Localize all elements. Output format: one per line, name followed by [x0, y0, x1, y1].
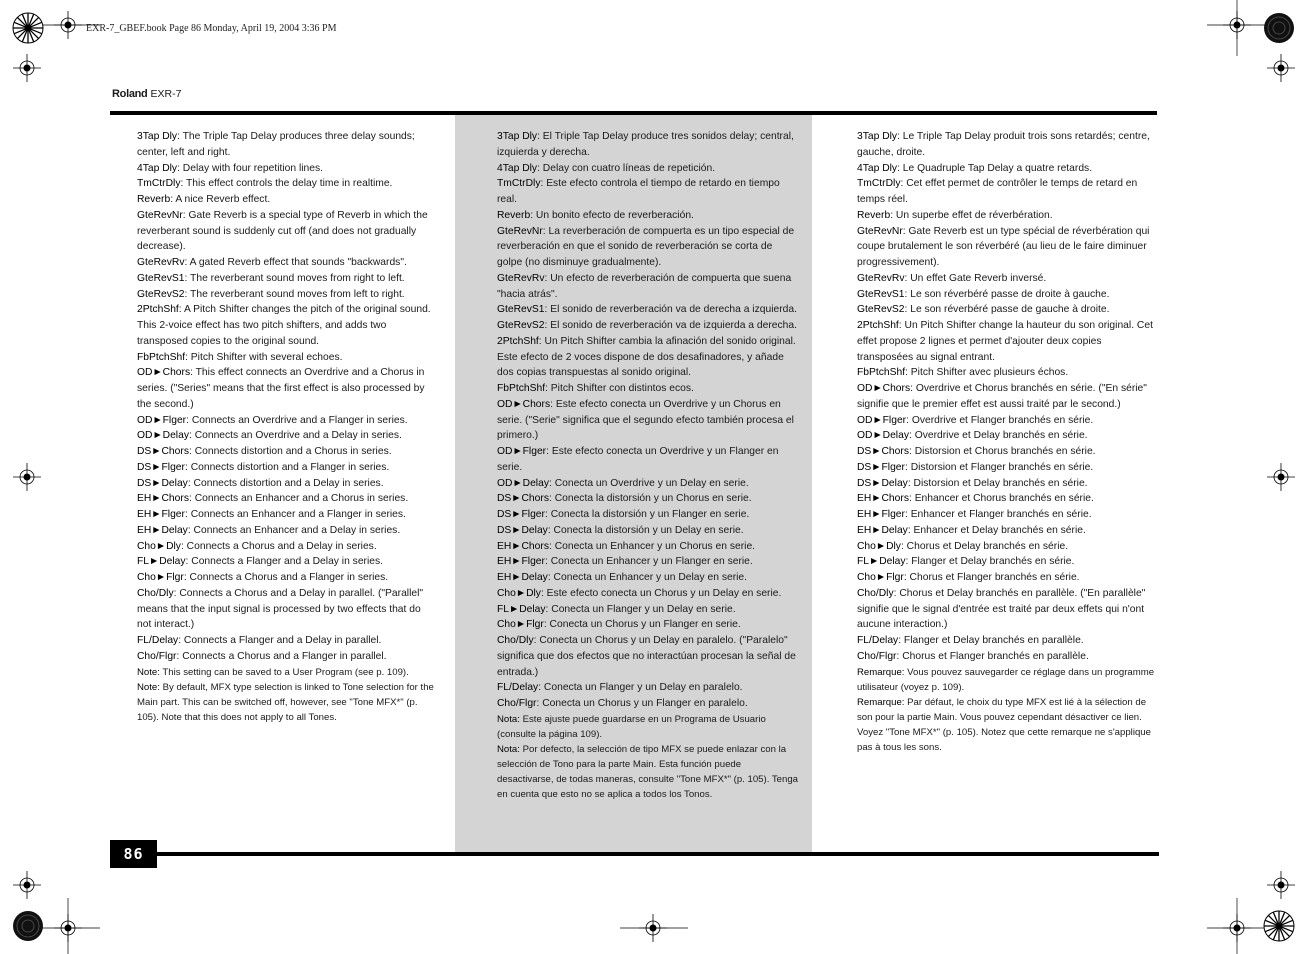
effect-name: GteRevNr: [137, 209, 183, 221]
effect-name: OD►Flger: [137, 414, 187, 426]
entry-description: : Connects a Chorus and a Flanger in series.: [183, 572, 389, 583]
entry-description: : The Triple Tap Delay produces three delay sounds; center, left and right.: [137, 131, 415, 158]
effect-name: Cho/Flgr: [497, 698, 537, 709]
effect-entry: [497, 208, 800, 224]
effect-entry: [137, 161, 437, 177]
entry-description: : Conecta la distorsión y un Delay en serie.: [547, 524, 744, 536]
entry-description: : Connects distortion and a Delay in series.: [187, 477, 384, 489]
effect-entry: [857, 539, 1159, 555]
effect-name: 3Tap Dly: [857, 131, 898, 142]
effect-entry: [497, 318, 800, 334]
note-paragraph: [137, 680, 437, 725]
entry-description: : Connects a Flanger and a Delay in series.: [185, 556, 384, 568]
effect-entry: [137, 444, 437, 460]
entry-description: : A nice Reverb effect.: [170, 194, 271, 205]
effect-name: GteRevS2: [137, 288, 185, 300]
effect-name: OD►Delay: [497, 477, 549, 489]
effect-name: 2PtchShf: [137, 304, 179, 316]
effect-entry: [857, 586, 1159, 633]
note-label: Nota:: [497, 743, 520, 755]
entry-description: : Connects an Enhancer and a Delay in series.: [187, 524, 401, 536]
effect-name: Cho/Dly: [497, 635, 534, 646]
effect-entry: [497, 334, 800, 381]
effect-entry: [857, 523, 1159, 539]
effect-name: DS►Chors: [857, 446, 909, 457]
note-label: Note:: [137, 666, 160, 678]
effect-name: Cho►Dly: [497, 587, 541, 599]
entry-description: This setting can be saved to a User Program (see p. 109).: [159, 666, 409, 678]
effect-name: Cho/Flgr: [137, 650, 177, 662]
effect-name: Cho/Dly: [857, 587, 894, 599]
effect-name: DS►Delay: [857, 477, 908, 489]
effect-entry: [137, 176, 437, 192]
effect-entry: [857, 129, 1159, 161]
effect-entry: [137, 554, 437, 570]
effect-entry: [137, 633, 437, 649]
effect-entry: [497, 602, 800, 618]
note-paragraph: [857, 665, 1159, 695]
entry-description: : Este efecto conecta un Overdrive y un Chorus en serie. ("Serie" significa que el segundo efecto también procesa el primero.): [497, 398, 794, 442]
effect-entry: [497, 271, 800, 303]
effect-entry: [857, 633, 1159, 649]
entry-description: : Chorus et Delay branchés en série.: [900, 540, 1069, 552]
effect-name: FbPtchShf: [857, 367, 906, 379]
effect-name: GteRevNr: [857, 225, 903, 237]
effect-name: GteRevRv: [137, 257, 185, 268]
effect-name: EH►Flger: [137, 509, 185, 520]
effect-entry: [857, 318, 1159, 365]
effect-entry: [497, 444, 800, 476]
entry-description: : Connects a Flanger and a Delay in parallel.: [178, 635, 382, 646]
effect-entry: [857, 381, 1159, 413]
effect-name: Reverb: [857, 209, 891, 221]
entry-description: : Le son réverbéré passe de droite à gauche.: [904, 288, 1110, 300]
model-name: EXR-7: [150, 88, 182, 100]
effect-name: 2PtchShf: [857, 320, 899, 331]
effect-name: EH►Chors: [137, 493, 189, 505]
effect-entry: [497, 491, 800, 507]
effect-name: FL►Delay: [137, 556, 186, 568]
effect-entry: [857, 365, 1159, 381]
effect-name: GteRevS2: [857, 304, 905, 316]
effect-entry: [137, 586, 437, 633]
entry-description: : Pitch Shifter con distintos ecos.: [545, 383, 694, 394]
entry-description: : Gate Reverb is a special type of Reverb in which the reverberant sound is suddenly cut off (and does not gradually decrease).: [137, 209, 428, 253]
entry-description: : Este efecto conecta un Overdrive y un Flanger en serie.: [497, 446, 779, 473]
effect-name: 4Tap Dly: [137, 162, 178, 174]
effect-entry: [497, 302, 800, 318]
effect-entry: [497, 680, 800, 696]
entry-description: : Chorus et Flanger branchés en série.: [903, 572, 1080, 583]
effect-name: DS►Delay: [137, 477, 188, 489]
effect-name: Cho►Flgr: [497, 619, 544, 631]
effect-name: GteRevS1: [137, 272, 185, 284]
entry-description: By default, MFX type selection is linked to Tone selection for the Main part. This can be switched off, however, see "Tone MFX*" (p. 105). Note that this does not apply to all Tones.: [137, 681, 434, 723]
entry-description: : Conecta un Flanger y un Delay en serie.: [545, 603, 736, 615]
effect-entry: [497, 476, 800, 492]
effect-name: Cho/Flgr: [857, 650, 897, 662]
effect-name: DS►Flger: [857, 461, 905, 473]
entry-description: : Connects an Overdrive and a Delay in series.: [188, 430, 402, 442]
effect-entry: [137, 287, 437, 303]
entry-description: : A Pitch Shifter changes the pitch of the original sound. This 2-voice effect has two pitch shifters, and adds two transposed copies to the original sound.: [137, 304, 431, 347]
running-header: [112, 88, 181, 100]
effect-entry: [137, 192, 437, 208]
effect-entry: [497, 570, 800, 586]
effect-entry: [857, 224, 1159, 271]
effect-name: 3Tap Dly: [137, 131, 178, 142]
effect-entry: [137, 507, 437, 523]
effect-entry: [137, 476, 437, 492]
effect-entry: [857, 271, 1159, 287]
entry-description: : Un effet Gate Reverb inversé.: [904, 272, 1047, 284]
entry-description: : Overdrive et Flanger branchés en série.: [906, 414, 1094, 426]
effect-entry: [137, 460, 437, 476]
entry-description: : The reverberant sound moves from left to right.: [184, 288, 405, 300]
entry-description: : Connects an Enhancer and a Chorus in series.: [188, 493, 409, 505]
effect-entry: [857, 476, 1159, 492]
entry-description: : Conecta un Overdrive y un Delay en serie.: [548, 477, 749, 489]
effect-entry: [497, 617, 800, 633]
effect-entry: [497, 381, 800, 397]
entry-description: : Enhancer et Chorus branchés en série.: [908, 493, 1094, 505]
effect-name: OD►Flger: [857, 414, 907, 426]
effect-entry: [137, 570, 437, 586]
entry-description: : La reverberación de compuerta es un tipo especial de reverberación en que el sonido de reverberación se corta de golpe (no disminuye gradualmente).: [497, 225, 795, 268]
effect-name: GteRevS1: [497, 304, 545, 316]
effect-name: Reverb: [497, 209, 531, 221]
entry-description: : Gate Reverb est un type spécial de réverbération qui coupe brutalement le son réverbéré (au lieu de le faire diminuer progressivement).: [857, 225, 1150, 268]
effect-name: EH►Chors: [857, 493, 909, 505]
effect-entry: [497, 633, 800, 680]
entry-description: : Connects an Enhancer and a Flanger in series.: [184, 509, 406, 520]
effect-name: OD►Delay: [137, 430, 189, 442]
entry-description: : Conecta un Enhancer y un Chorus en serie.: [548, 540, 756, 552]
effect-name: Cho►Flgr: [137, 572, 184, 583]
entry-description: : Connects a Chorus and a Delay in parallel. ("Parallel" means that the input signal is processed by two effects that do not interact.): [137, 587, 424, 631]
entry-description: : Cet effet permet de contrôler le temps de retard en temps réel.: [857, 178, 1138, 205]
effect-entry: [857, 287, 1159, 303]
entry-description: : Conecta un Enhancer y un Flanger en serie.: [544, 556, 753, 568]
effect-entry: [137, 649, 437, 665]
effect-name: DS►Chors: [497, 493, 549, 505]
entry-description: : Un Pitch Shifter change la hauteur du son original. Cet effet propose 2 lignes et permet d'ajouter deux copies transposées au signal entrant.: [857, 320, 1153, 363]
entry-description: : Este efecto conecta un Chorus y un Delay en serie.: [540, 587, 782, 599]
entry-description: : Distorsion et Delay branchés en série.: [907, 477, 1088, 489]
entry-description: : Le Quadruple Tap Delay a quatre retards.: [897, 162, 1093, 174]
effect-name: FL/Delay: [137, 635, 179, 646]
entry-description: : Conecta un Enhancer y un Delay en serie.: [547, 572, 748, 583]
effect-entry: [857, 413, 1159, 429]
effect-entry: [137, 365, 437, 412]
entry-description: : Distorsion et Flanger branchés en série.: [904, 461, 1094, 473]
effect-entry: [137, 208, 437, 255]
effect-entry: [857, 460, 1159, 476]
note-paragraph: [497, 742, 800, 802]
effect-entry: [497, 523, 800, 539]
entry-description: : Le son réverbéré passe de gauche à droite.: [904, 304, 1110, 316]
note-label: Nota:: [497, 713, 520, 725]
note-label: Remarque:: [857, 666, 905, 678]
effect-entry: [497, 161, 800, 177]
effect-name: FbPtchShf: [497, 383, 546, 394]
effect-name: DS►Chors: [137, 446, 189, 457]
entry-description: Par défaut, le choix du type MFX est lié à la sélection de son pour la partie Main. Vous pouvez cependant désactiver ce lien. Voyez "Tone MFX*" (p. 105). Notez que cette remarque ne s'applique pas à tous les sons.: [857, 696, 1151, 753]
entry-description: Vous pouvez sauvegarder ce réglage dans un programme utilisateur (voyez p. 109).: [857, 666, 1155, 693]
entry-description: : Le Triple Tap Delay produit trois sons retardés; centre, gauche, droite.: [857, 131, 1150, 158]
note-paragraph: [857, 695, 1159, 755]
entry-description: : Connects distortion and a Flanger in series.: [184, 461, 390, 473]
effect-name: FbPtchShf: [137, 351, 186, 363]
effect-name: GteRevS2: [497, 320, 545, 331]
effect-name: DS►Flger: [497, 509, 545, 520]
effect-name: GteRevNr: [497, 225, 543, 237]
effect-entry: [497, 397, 800, 444]
effect-entry: [857, 554, 1159, 570]
entry-description: : Overdrive et Chorus branchés en série. ("En série" signifie que le premier effet est aussi traité par le second.): [857, 383, 1147, 410]
entry-description: : Connects a Chorus and a Flanger in parallel.: [176, 650, 387, 662]
effect-name: EH►Flger: [857, 509, 905, 520]
effect-entry: [137, 491, 437, 507]
effect-entry: [497, 224, 800, 271]
effect-entry: [137, 302, 437, 349]
entry-description: : Conecta un Chorus y un Flanger en paralelo.: [536, 698, 748, 709]
effect-name: FL/Delay: [497, 682, 539, 694]
entry-description: : Pitch Shifter with several echoes.: [185, 351, 343, 363]
entry-description: : Un Pitch Shifter cambia la afinación del sonido original. Este efecto de 2 voces dispone de dos desafinadores, y añade dos copias transpuestas al sonido original.: [497, 335, 796, 379]
effect-entry: [137, 129, 437, 161]
effect-entry: [857, 507, 1159, 523]
effect-entry: [857, 176, 1159, 208]
entry-description: : Enhancer et Flanger branchés en série.: [904, 509, 1092, 520]
entry-description: : Enhancer et Delay branchés en série.: [907, 524, 1086, 536]
effect-name: 3Tap Dly: [497, 131, 538, 142]
effect-entry: [497, 539, 800, 555]
effect-name: Cho►Flgr: [857, 572, 904, 583]
entry-description: : Chorus et Flanger branchés en parallèle.: [896, 650, 1089, 662]
effect-name: OD►Delay: [857, 430, 909, 442]
effect-name: GteRevS1: [857, 288, 905, 300]
effect-name: Reverb: [137, 194, 171, 205]
entry-description: : Un superbe effet de réverbération.: [890, 209, 1053, 221]
entry-description: : El sonido de reverberación va de izquierda a derecha.: [544, 320, 797, 331]
note-paragraph: [137, 665, 437, 680]
entry-description: : Conecta un Flanger y un Delay en paralelo.: [538, 682, 743, 694]
entry-description: : Flanger et Delay branchés en parallèle.: [898, 635, 1084, 646]
entry-description: : Connects distortion and a Chorus in series.: [188, 446, 392, 457]
entry-description: : Conecta un Chorus y un Flanger en serie.: [543, 619, 741, 631]
entry-description: : Un bonito efecto de reverberación.: [530, 209, 694, 221]
entry-description: : Un efecto de reverberación de compuerta que suena "hacia atrás".: [497, 272, 792, 300]
entry-description: : Conecta la distorsión y un Chorus en serie.: [548, 493, 752, 505]
effect-entry: [137, 428, 437, 444]
effect-name: OD►Chors: [497, 398, 551, 410]
entry-description: : Distorsion et Chorus branchés en série.: [908, 446, 1096, 457]
effect-name: TmCtrDly: [137, 178, 181, 190]
entry-description: : The reverberant sound moves from right to left.: [184, 272, 405, 284]
effect-name: FL/Delay: [857, 635, 899, 646]
effect-entry: [857, 161, 1159, 177]
effect-name: FL►Delay: [857, 556, 906, 568]
note-paragraph: [497, 712, 800, 742]
effect-name: 4Tap Dly: [857, 162, 898, 174]
effect-entry: [497, 129, 800, 161]
entry-description: : Conecta la distorsión y un Flanger en serie.: [544, 509, 750, 520]
effect-entry: [497, 586, 800, 602]
effect-name: Cho►Dly: [137, 540, 181, 552]
entry-description: : Este efecto controla el tiempo de retardo en tiempo real.: [497, 178, 780, 205]
note-label: Remarque:: [857, 696, 905, 708]
effect-name: GteRevRv: [857, 272, 905, 284]
entry-description: : Conecta un Chorus y un Delay en paralelo. ("Paralelo" significa que dos efectos que no interactúan procesan la señal de entrada.): [497, 635, 796, 678]
note-label: Note:: [137, 681, 160, 693]
effect-name: DS►Delay: [497, 524, 548, 536]
entry-description: : A gated Reverb effect that sounds "backwards".: [184, 257, 407, 268]
effect-entry: [137, 539, 437, 555]
effect-name: FL►Delay: [497, 603, 546, 615]
entry-description: Por defecto, la selección de tipo MFX se puede enlazar con la selección de Tono para la parte Main. Esta función puede desactivarse, de todas maneras, consulte "Tone MFX*" (p. 105). Tenga en cuenta que esto no se aplica a todos los Tonos.: [497, 743, 799, 800]
effect-entry: [497, 176, 800, 208]
effect-name: EH►Delay: [497, 572, 548, 583]
effect-entry: [137, 255, 437, 271]
effect-name: Cho►Dly: [857, 540, 901, 552]
entry-description: : El Triple Tap Delay produce tres sonidos delay; central, izquierda y derecha.: [497, 131, 794, 158]
effect-entry: [497, 554, 800, 570]
effect-name: EH►Flger: [497, 556, 545, 568]
effect-entry: [857, 208, 1159, 224]
entry-description: : This effect controls the delay time in realtime.: [180, 178, 393, 190]
entry-description: : Flanger et Delay branchés en série.: [905, 556, 1075, 568]
effect-entry: [137, 271, 437, 287]
effect-entry: [857, 570, 1159, 586]
entry-description: Este ajuste puede guardarse en un Programa de Usuario (consulte la página 109).: [497, 713, 766, 740]
effect-name: 4Tap Dly: [497, 162, 538, 174]
effect-name: EH►Chors: [497, 540, 549, 552]
effect-name: DS►Flger: [137, 461, 185, 473]
french-column: [857, 129, 1159, 755]
effect-name: OD►Flger: [497, 446, 547, 457]
entry-description: : Delay with four repetition lines.: [177, 162, 324, 174]
effect-name: OD►Chors: [857, 383, 911, 394]
effect-entry: [857, 649, 1159, 665]
effect-name: GteRevRv: [497, 272, 545, 284]
entry-description: : This effect connects an Overdrive and a Chorus in series. ("Series" means that the first effect is also processed by the second.): [137, 367, 425, 410]
print-slug: EXR-7_GBEF.book Page 86 Monday, April 19, 2004 3:36 PM: [86, 23, 337, 34]
effect-name: EH►Delay: [857, 524, 908, 536]
english-column: [137, 129, 437, 725]
effect-entry: [137, 413, 437, 429]
effect-entry: [857, 428, 1159, 444]
page-number: 86: [110, 840, 157, 868]
effect-entry: [137, 523, 437, 539]
entry-description: : Chorus et Delay branchés en parallèle. ("En parallèle" signifie que le signal d'entrée est traité par deux effets qui n'ont aucune interaction.): [857, 587, 1146, 631]
spanish-column: [497, 129, 800, 802]
effect-entry: [497, 507, 800, 523]
effect-entry: [857, 302, 1159, 318]
effect-entry: [497, 696, 800, 712]
effect-name: OD►Chors: [137, 367, 191, 379]
footer-rule: [110, 852, 1159, 856]
entry-description: : Pitch Shifter avec plusieurs échos.: [905, 367, 1069, 379]
entry-description: : El sonido de reverberación va de derecha a izquierda.: [544, 304, 797, 316]
effect-entry: [857, 491, 1159, 507]
entry-description: : Connects a Chorus and a Delay in series.: [180, 540, 377, 552]
entry-description: : Connects an Overdrive and a Flanger in series.: [186, 414, 408, 426]
effect-name: TmCtrDly: [857, 178, 901, 190]
brand-name: Roland: [112, 88, 148, 100]
effect-name: TmCtrDly: [497, 178, 541, 190]
effect-name: 2PtchShf: [497, 335, 539, 347]
entry-description: : Overdrive et Delay branchés en série.: [908, 430, 1088, 442]
effect-name: Cho/Dly: [137, 587, 174, 599]
effect-name: EH►Delay: [137, 524, 188, 536]
effect-entry: [857, 444, 1159, 460]
entry-description: : Delay con cuatro líneas de repetición.: [537, 162, 716, 174]
effect-entry: [137, 350, 437, 366]
